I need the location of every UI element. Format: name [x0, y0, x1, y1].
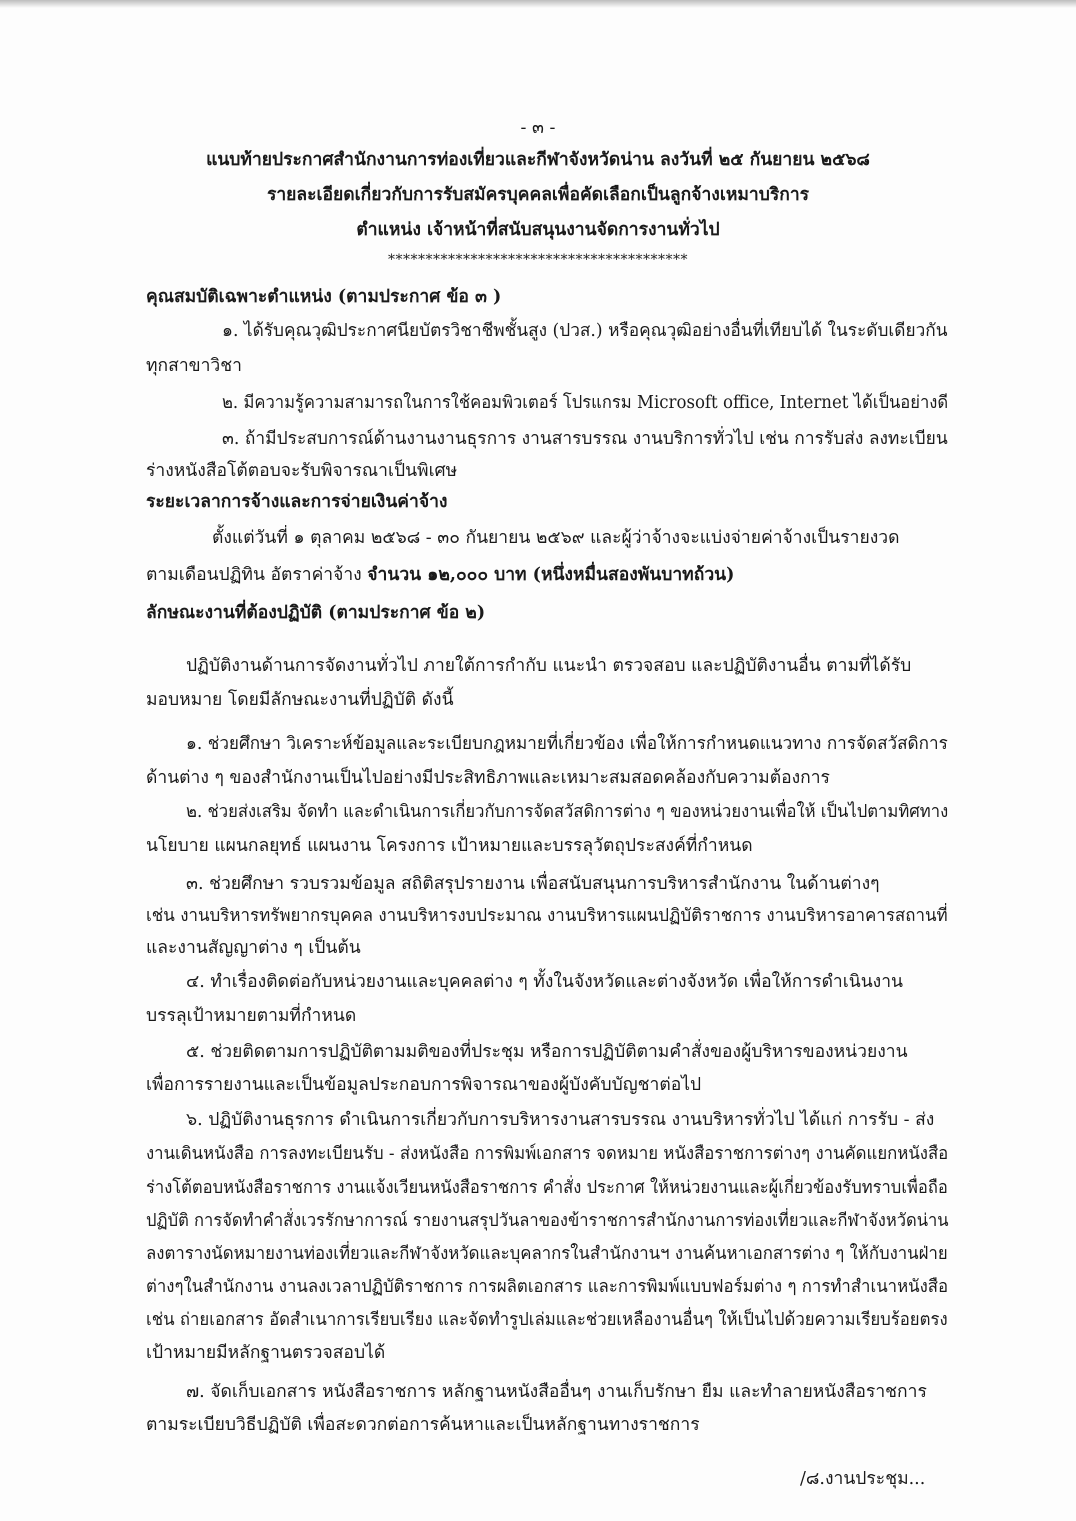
- period-line-2: ตามเดือนปฏิทิน อัตราค่าจ้าง จำนวน ๑๒,๐๐๐ บาท (หนึ่งหมื่นสองพันบาทถ้วน): [146, 565, 735, 585]
- duty-4-line-2: บรรลุเป้าหมายตามที่กำหนด: [146, 1006, 357, 1026]
- duty-5-line-2: เพื่อการรายงานและเป็นข้อมูลประกอบการพิจารณาของผู้บังคับบัญชาต่อไป: [146, 1075, 702, 1095]
- duty-6-line-5: ลงตารางนัดหมายงานท่องเที่ยวและกีฬาจังหวัดและบุคลากรในสำนักงานฯ งานค้นหาเอกสารต่าง ๆ ให้กับงานฝ่าย: [146, 1244, 948, 1264]
- duty-6-line-8: เป้าหมายมีหลักฐานตรวจสอบได้: [146, 1343, 386, 1363]
- qualification-item-2: ๒. มีความรู้ความสามารถในการใช้คอมพิวเตอร์ โปรแกรม Microsoft office, Internet ได้เป็นอย่างดี: [222, 393, 949, 413]
- duty-3-line-3: และงานสัญญาต่าง ๆ เป็นต้น: [146, 938, 361, 958]
- duty-6-line-1: ๖. ปฏิบัติงานธุรการ ดำเนินการเกี่ยวกับการบริหารงานสารบรรณ งานบริหารทั่วไป ได้แก่ การรับ - ส่ง: [186, 1110, 935, 1130]
- section-qualifications-heading: คุณสมบัติเฉพาะตำแหน่ง (ตามประกาศ ข้อ ๓ ): [146, 287, 502, 307]
- header-line-2: รายละเอียดเกี่ยวกับการรับสมัครบุคคลเพื่อคัดเลือกเป็นลูกจ้างเหมาบริการ: [266, 185, 810, 205]
- qualification-item-1-line-1: ๑. ได้รับคุณวุฒิประกาศนียบัตรวิชาชีพชั้นสูง (ปวส.) หรือคุณวุฒิอย่างอื่นที่เทียบได้ ในระดับเดียวกัน: [222, 321, 948, 341]
- duty-2-line-1: ๒. ช่วยส่งเสริม จัดทำ และดำเนินการเกี่ยวกับการจัดสวัสดิการต่าง ๆ ของหน่วยงานเพื่อให้ เป็นไปตามทิศทาง: [186, 802, 949, 822]
- period-line-1: ตั้งแต่วันที่ ๑ ตุลาคม ๒๕๖๘ - ๓๐ กันยายน ๒๕๖๙ และผู้ว่าจ้างจะแบ่งจ่ายค่าจ้างเป็นรายงวด: [212, 528, 900, 548]
- duty-6-line-3: ร่างโต้ตอบหนังสือราชการ งานแจ้งเวียนหนังสือราชการ คำสั่ง ประกาศ ให้หน่วยงานและผู้เกี่ยวข้องรับทราบเพื่อถือ: [146, 1178, 948, 1198]
- section-period-heading: ระยะเวลาการจ้างและการจ่ายเงินค่าจ้าง: [146, 492, 448, 512]
- section-duties-heading: ลักษณะงานที่ต้องปฏิบัติ (ตามประกาศ ข้อ ๒): [146, 603, 486, 623]
- duty-6-line-4: ปฏิบัติ การจัดทำคำสั่งเวรรักษาการณ์ รายงานสรุปวันลาของข้าราชการสำนักงานการท่องเที่ยวและกีฬาจังหวัดน่าน: [146, 1211, 949, 1231]
- duty-6-line-6: ต่างๆในสำนักงาน งานลงเวลาปฏิบัติราชการ การผลิตเอกสาร และการพิมพ์แบบฟอร์มต่าง ๆ การทำสำเนาหนังสือ: [146, 1277, 949, 1297]
- qualification-item-1-line-2: ทุกสาขาวิชา: [146, 356, 242, 376]
- duty-2-line-2: นโยบาย แผนกลยุทธ์ แผนงาน โครงการ เป้าหมายและบรรลุวัตถุประสงค์ที่กำหนด: [146, 836, 753, 856]
- duties-intro-line-2: มอบหมาย โดยมีลักษณะงานที่ปฏิบัติ ดังนี้: [146, 690, 454, 710]
- separator-stars: ****************************************: [388, 252, 688, 268]
- page-number: - ๓ -: [520, 118, 556, 138]
- duty-7-line-2: ตามระเบียบวิธีปฏิบัติ เพื่อสะดวกต่อการค้นหาและเป็นหลักฐานทางราชการ: [146, 1415, 700, 1435]
- duties-intro-line-1: ปฏิบัติงานด้านการจัดงานทั่วไป ภายใต้การกำกับ แนะนำ ตรวจสอบ และปฏิบัติงานอื่น ตามที่ได้รับ: [186, 656, 912, 676]
- header-line-3: ตำแหน่ง เจ้าหน้าที่สนับสนุนงานจัดการงานทั่วไป: [356, 220, 720, 240]
- duty-4-line-1: ๔. ทำเรื่องติดต่อกับหน่วยงานและบุคคลต่าง ๆ ทั้งในจังหวัดและต่างจังหวัด เพื่อให้การดำเนินงาน: [186, 972, 904, 992]
- duty-6-line-2: งานเดินหนังสือ การลงทะเบียนรับ - ส่งหนังสือ การพิมพ์เอกสาร จดหมาย หนังสือราชการต่างๆ งานคัดแยกหนังสือ: [146, 1144, 949, 1164]
- qualification-item-3-line-1: ๓. ถ้ามีประสบการณ์ด้านงานงานธุรการ งานสารบรรณ งานบริการทั่วไป เช่น การรับส่ง ลงทะเบียน: [222, 429, 948, 449]
- duty-1-line-2: ด้านต่าง ๆ ของสำนักงานเป็นไปอย่างมีประสิทธิภาพและเหมาะสมสอดคล้องกับความต้องการ: [146, 768, 830, 788]
- qualification-item-3-line-2: ร่างหนังสือโต้ตอบจะรับพิจารณาเป็นพิเศษ: [146, 461, 458, 481]
- duty-1-line-1: ๑. ช่วยศึกษา วิเคราะห์ข้อมูลและระเบียบกฎหมายที่เกี่ยวข้อง เพื่อให้การกำหนดแนวทาง การจัดสวัสดิการ: [186, 734, 948, 754]
- duty-7-line-1: ๗. จัดเก็บเอกสาร หนังสือราชการ หลักฐานหนังสืออื่นๆ งานเก็บรักษา ยืม และทำลายหนังสือราชการ: [186, 1382, 927, 1402]
- duty-3-line-1: ๓. ช่วยศึกษา รวบรวมข้อมูล สถิติสรุปรายงาน เพื่อสนับสนุนการบริหารสำนักงาน ในด้านต่างๆ: [186, 874, 880, 894]
- duty-3-line-2: เช่น งานบริหารทรัพยากรบุคคล งานบริหารงบประมาณ งานบริหารแผนปฏิบัติราชการ งานบริหารอาคารสถานที่: [146, 906, 948, 926]
- header-line-1: แนบท้ายประกาศสำนักงานการท่องเที่ยวและกีฬาจังหวัดน่าน ลงวันที่ ๒๕ กันยายน ๒๕๖๘: [206, 150, 870, 170]
- continuation-marker: /๘.งานประชุม...: [800, 1469, 926, 1489]
- duty-6-line-7: เช่น ถ่ายเอกสาร อัดสำเนาการเรียบเรียง และจัดทำรูปเล่มและช่วยเหลืองานอื่นๆ ให้เป็นไปด้วยความเรียบร้อยตรง: [146, 1310, 948, 1330]
- duty-5-line-1: ๕. ช่วยติดตามการปฏิบัติตามมติของที่ประชุม หรือการปฏิบัติตามคำสั่งของผู้บริหารของหน่วยงาน: [186, 1042, 908, 1062]
